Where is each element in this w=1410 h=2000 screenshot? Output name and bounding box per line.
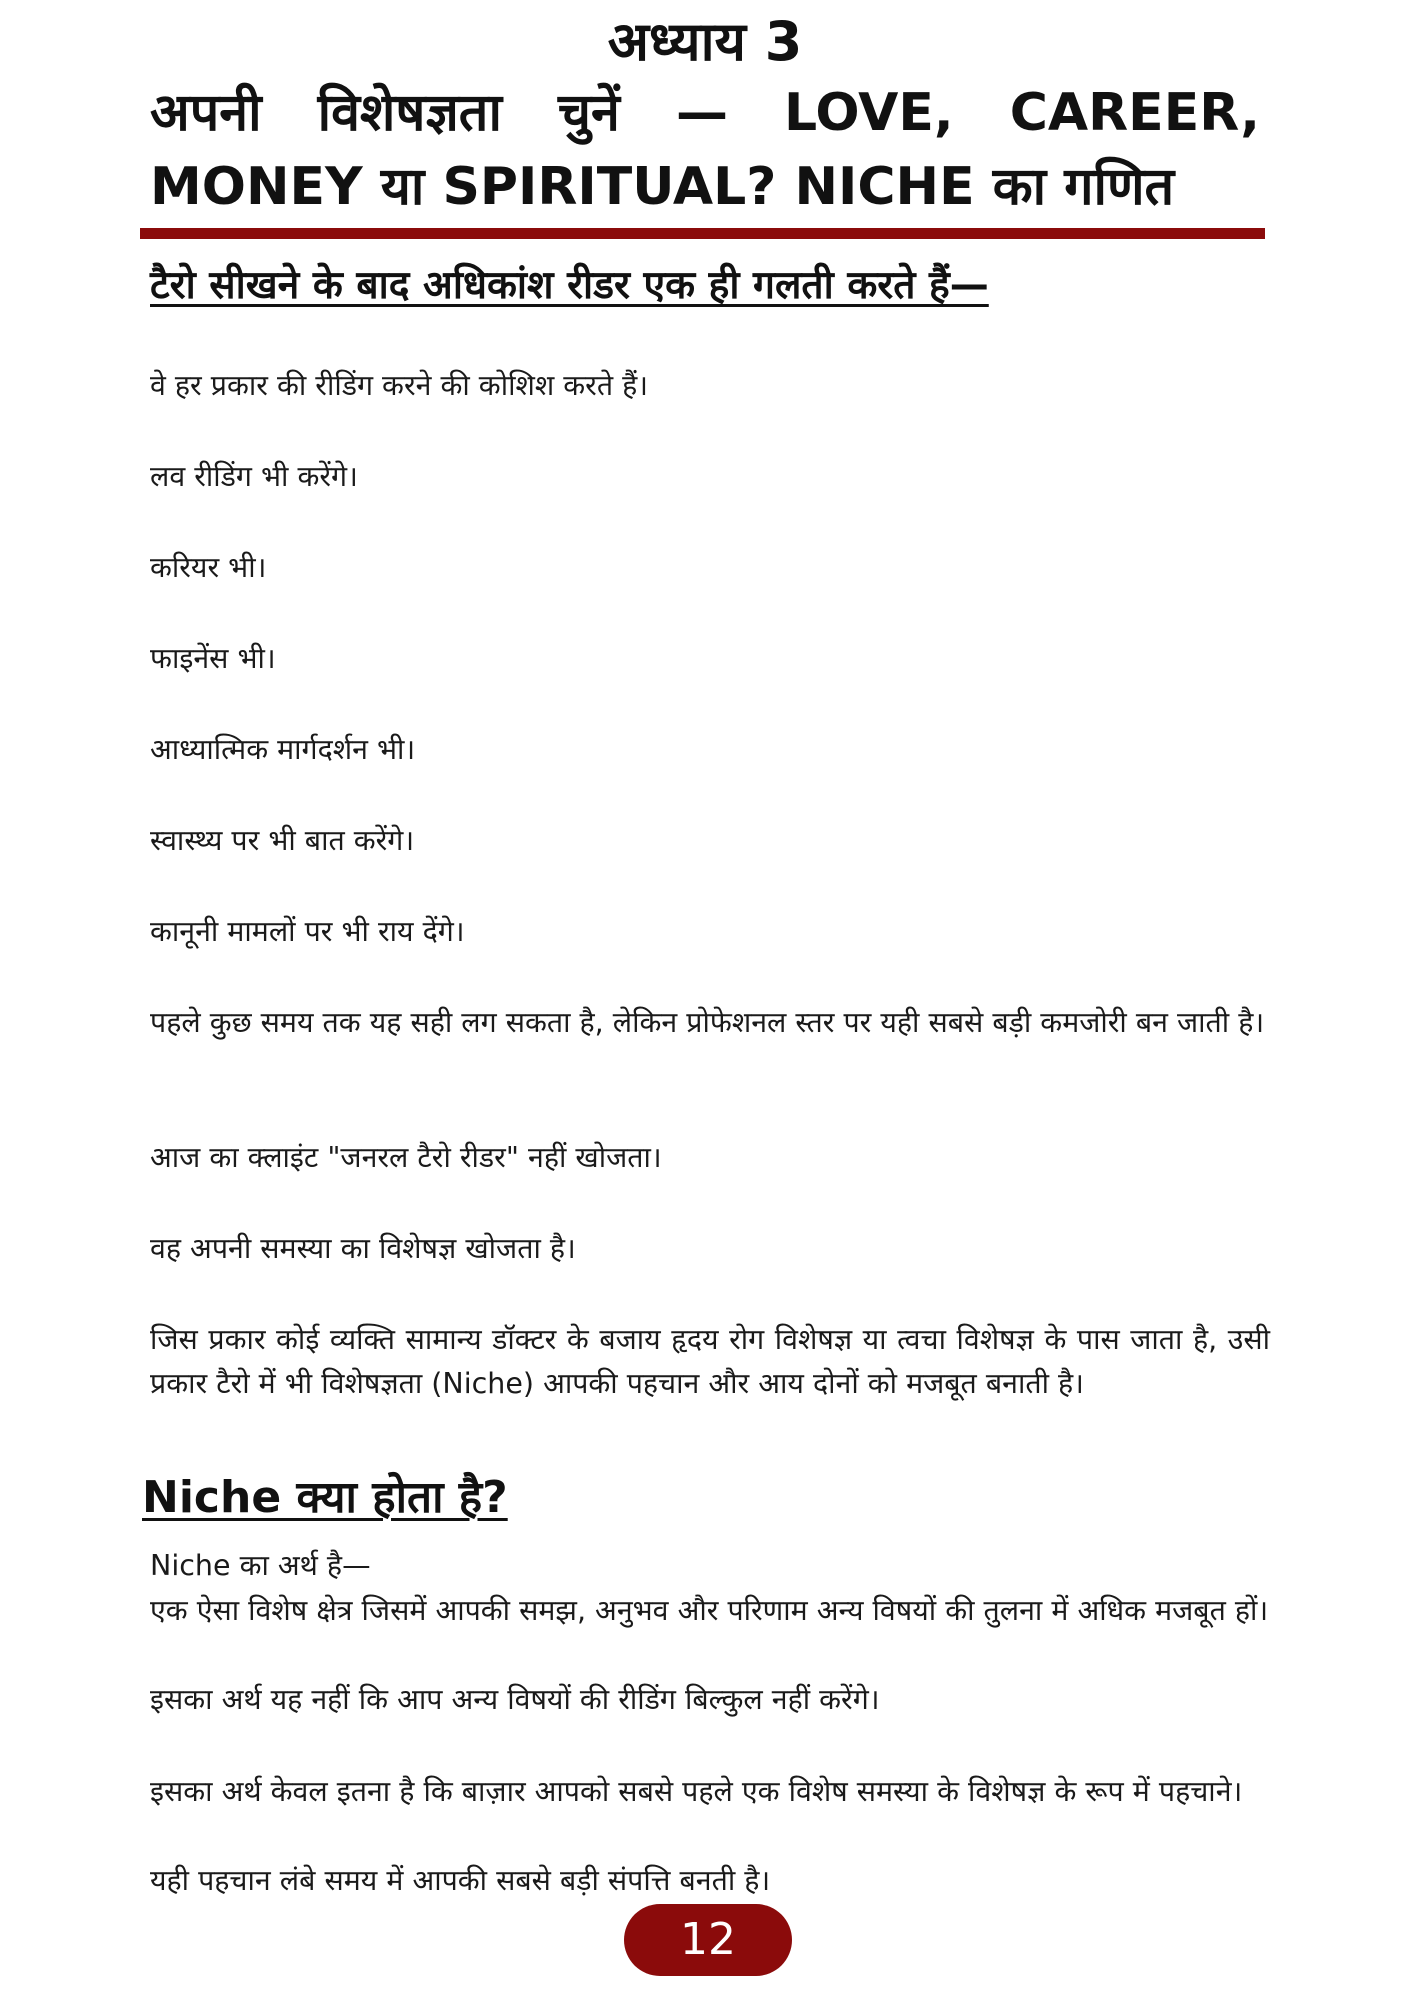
section-heading-niche: Niche क्या होता है? [142, 1472, 508, 1523]
paragraph: यही पहचान लंबे समय में आपकी सबसे बड़ी संपत्ति बनती है। [150, 1864, 771, 1897]
paragraph: इसका अर्थ केवल इतना है कि बाज़ार आपको सबसे पहले एक विशेष समस्या के विशेषज्ञ के रूप में पहचाने। [150, 1775, 1243, 1808]
chapter-title-word: अपनी [150, 83, 262, 143]
paragraph: पहले कुछ समय तक यह सही लग सकता है, लेकिन प्रोफेशनल स्तर पर यही सबसे बड़ी कमजोरी बन जाती है। [150, 1006, 1265, 1039]
paragraph: Niche का अर्थ है— [150, 1549, 371, 1582]
paragraph: करियर भी। [150, 551, 267, 584]
paragraph: वे हर प्रकार की रीडिंग करने की कोशिश करते हैं। [150, 369, 649, 402]
section-heading: टैरो सीखने के बाद अधिकांश रीडर एक ही गलती करते हैं— [150, 263, 989, 308]
chapter-title-line-2: MONEY या SPIRITUAL? NICHE का गणित [150, 157, 1175, 217]
paragraph: आध्यात्मिक मार्गदर्शन भी। [150, 733, 416, 766]
chapter-title-word: LOVE, [784, 83, 954, 143]
page-number-badge: 12 [624, 1904, 792, 1976]
chapter-title-line-1 [150, 76, 1260, 150]
title-divider [140, 228, 1265, 239]
chapter-title-word: CAREER, [1009, 83, 1260, 143]
paragraph: जिस प्रकार कोई व्यक्ति सामान्य डॉक्टर के बजाय हृदय रोग विशेषज्ञ या त्वचा विशेषज्ञ के पास जाता है, उसी प्रकार टैरो में भी विशेषज्ञता (Niche) आपकी पहचान और आय दोनों को मजबूत बनाती है। [150, 1323, 1270, 1400]
paragraph: कानूनी मामलों पर भी राय देंगे। [150, 915, 465, 948]
paragraph: एक ऐसा विशेष क्षेत्र जिसमें आपकी समझ, अनुभव और परिणाम अन्य विषयों की तुलना में अधिक मजबूत हों। [150, 1594, 1269, 1627]
paragraph: वह अपनी समस्या का विशेषज्ञ खोजता है। [150, 1232, 576, 1265]
paragraph: लव रीडिंग भी करेंगे। [150, 460, 358, 493]
paragraph: फाइनेंस भी। [150, 642, 276, 675]
chapter-title-word: चुनें [558, 83, 620, 143]
paragraph: आज का क्लाइंट "जनरल टैरो रीडर" नहीं खोजता। [150, 1141, 662, 1174]
paragraph: स्वास्थ्य पर भी बात करेंगे। [150, 824, 415, 857]
chapter-title-word: विशेषज्ञता [317, 83, 502, 143]
chapter-number: अध्याय 3 [607, 10, 803, 73]
chapter-title-word: — [675, 83, 728, 143]
chapter-title [150, 76, 1260, 224]
paragraph: इसका अर्थ यह नहीं कि आप अन्य विषयों की रीडिंग बिल्कुल नहीं करेंगे। [150, 1683, 880, 1716]
